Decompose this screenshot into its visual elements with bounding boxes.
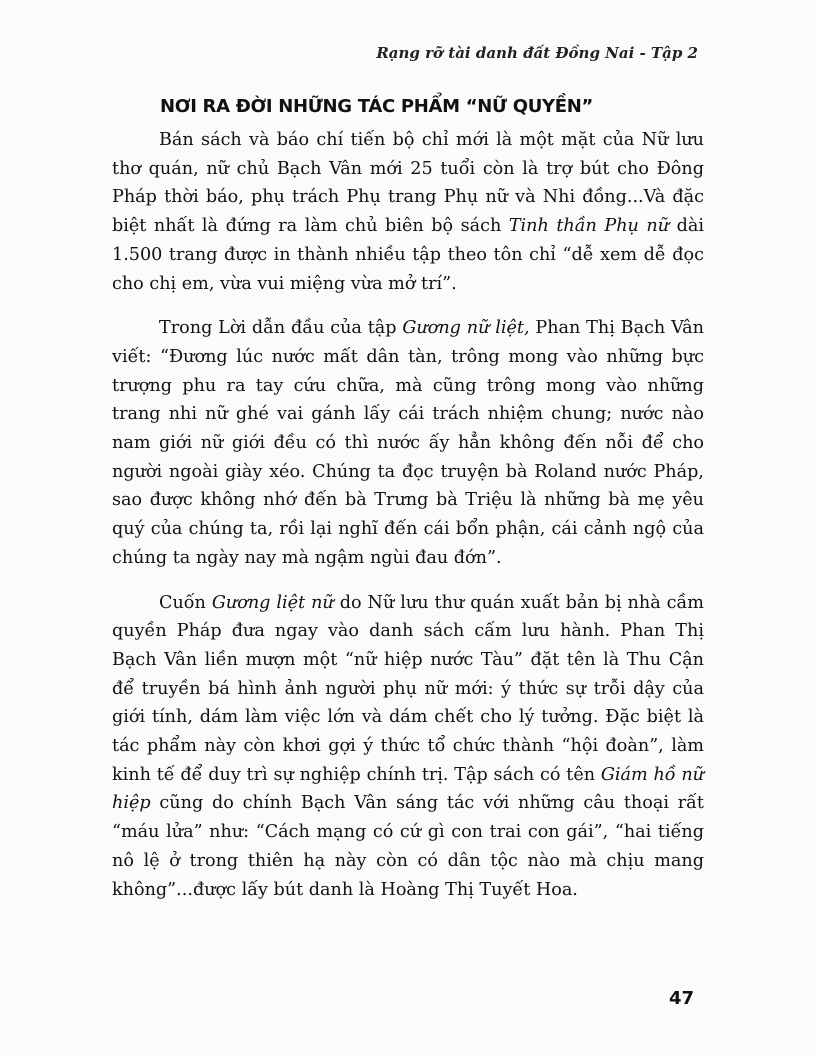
running-header: Rạng rỡ tài danh đất Đồng Nai - Tập 2 <box>376 44 698 62</box>
book-title-italic: Gương nữ liệt, <box>402 318 530 339</box>
body-text <box>112 126 704 920</box>
paragraph-text: do Nữ lưu thư quán xuất bản bị nhà cầm quyền Pháp đưa ngay vào danh sách cấm lưu hành. Phan Thị Bạch Vân liền mượn một “nữ hiệp nước Tàu” đặt tên là Thu Cận để truyền bá hình ảnh người phụ nữ mới: ý thức sự trỗi dậy của giới tính, dám làm việc lớn và dám chết cho lý tưởng. Đặc biệt là tác phẩm này còn khơi gợi ý thức tổ chức thành “hội đoàn”, làm kinh tế để duy trì sự nghiệp chính trị. Tập sách có tên <box>112 592 704 785</box>
book-title-italic: Tinh thần Phụ nữ <box>508 216 670 237</box>
book-title-italic: Gương liệt nữ <box>211 592 334 613</box>
paragraph-2 <box>112 314 704 572</box>
paragraph-text: Trong Lời dẫn đầu của tập <box>159 318 403 339</box>
paragraph-text: Bán sách và báo chí tiến bộ chỉ mới là một mặt của Nữ lưu thơ quán, nữ chủ Bạch Vân mới 25 tuổi còn là trợ bút cho Đông Pháp thời báo, phụ trách Phụ trang Phụ nữ và Nhi đồng...Và đặc biệt nhất là đứng ra làm chủ biên bộ sách <box>112 130 704 237</box>
page-number: 47 <box>668 988 694 1009</box>
paragraph-text: Cuốn <box>159 592 212 613</box>
paragraph-text: dài 1.500 trang được in thành nhiều tập theo tôn chỉ “dễ xem dễ đọc cho chị em, vừa vui miệng vừa mở trí”. <box>112 216 704 294</box>
paragraph-1 <box>112 126 704 298</box>
paragraph-text: Phan Thị Bạch Vân viết: “Đương lúc nước mất dân tàn, trông mong vào những bực trượng phu ra tay cứu chữa, mà cũng trông mong vào những trang nhi nữ ghé vai gánh lấy cái trách nhiệm chung; nước nào nam giới nữ giới đều có thì nước ấy hẳn không đến nỗi để cho người ngoài giày xéo. Chúng ta đọc truyện bà Roland nước Pháp, sao được không nhớ đến bà Trưng bà Triệu là những bà mẹ yêu quý của chúng ta, rồi lại nghĩ đến cái bổn phận, cái cảnh ngộ của chúng ta ngày nay mà ngậm ngùi đau đớn”. <box>112 318 704 568</box>
paragraph-3 <box>112 589 704 905</box>
paragraph-text: cũng do chính Bạch Vân sáng tác với những câu thoại rất “máu lửa” như: “Cách mạng có cứ gì con trai con gái”, “hai tiếng nô lệ ở trong thiên hạ này còn có dân tộc nào mà chịu mang không”...được lấy bút danh là Hoàng Thị Tuyết Hoa. <box>112 793 704 900</box>
book-title-italic: Giám hồ nữ hiệp <box>112 764 705 814</box>
section-heading: NƠI RA ĐỜI NHỮNG TÁC PHẨM “NỮ QUYỀN” <box>160 96 594 117</box>
